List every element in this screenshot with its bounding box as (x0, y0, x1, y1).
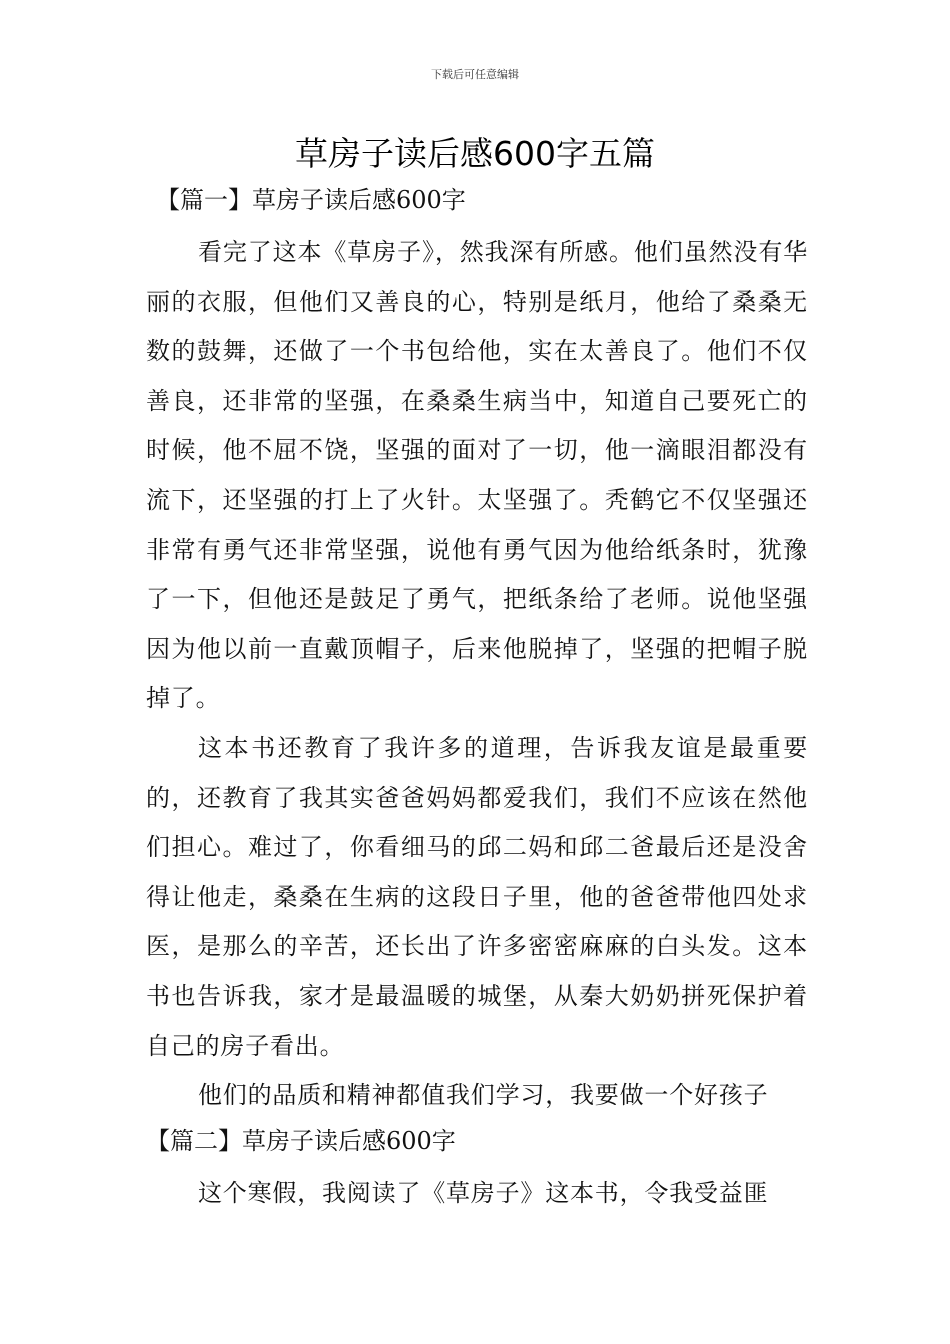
page-header-note: 下载后可任意编辑 (431, 68, 519, 81)
section-2-paragraph-1: 这个寒假，我阅读了《草房子》这本书，令我受益匪 (198, 1178, 769, 1207)
section-1-paragraph-3: 他们的品质和精神都值我们学习，我要做一个好孩子 (198, 1081, 769, 1110)
document-body (146, 180, 808, 1218)
document-title: 草房子读后感600字五篇 (295, 134, 655, 173)
section-1-paragraph-2: 这本书还教育了我许多的道理，告诉我友谊是最重要的，还教育了我其实爸爸妈妈都爱我们，我们不应该在然他们担心。难过了，你看细马的邱二妈和邱二爸最后还是没舍得让他走，桑桑在生病的这段日子里，他的爸爸带他四处求医，是那么的辛苦，还长出了许多密密麻麻的白头发。这本书也告诉我，家才是最温暖的城堡，从秦大奶奶拼死保护着自己的房子看出。 (146, 733, 808, 1060)
section-1-heading: 【篇一】草房子读后感600字 (156, 186, 466, 214)
section-2-heading: 【篇二】草房子读后感600字 (146, 1126, 456, 1155)
section-1-paragraph-1: 看完了这本《草房子》，然我深有所感。他们虽然没有华丽的衣服，但他们又善良的心，特别是纸月，他给了桑桑无数的鼓舞，还做了一个书包给他，实在太善良了。他们不仅善良，还非常的坚强，在桑桑生病当中，知道自己要死亡的时候，他不屈不饶，坚强的面对了一切，他一滴眼泪都没有流下，还坚强的打上了火针。太坚强了。秃鹤它不仅坚强还非常有勇气还非常坚强，说他有勇气因为他给纸条时，犹豫了一下，但他还是鼓足了勇气，把纸条给了老师。说他坚强因为他以前一直戴顶帽子，后来他脱掉了，坚强的把帽子脱掉了。 (146, 238, 808, 713)
